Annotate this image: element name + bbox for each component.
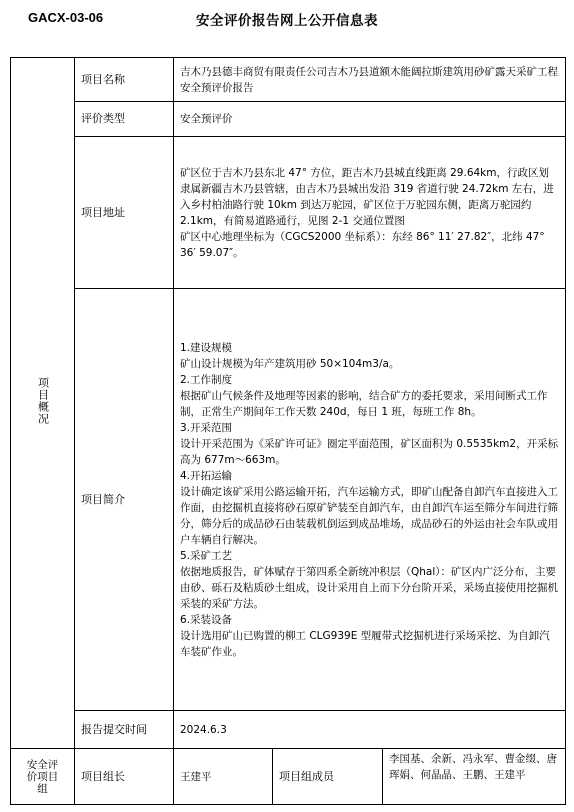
summary-paragraph: 设计确定该矿采用公路运输开拓，汽车运输方式，即矿山配备自卸汽车直接进入工作面，由挖掘机直接将砂石原矿铲装至自卸汽车，由自卸汽车运至筛分车间进行筛分，筛分后的成品砂石由装载机倒运到成品堆场，成品砂石的外运由社会车队或用户车辆自行解决。 <box>180 485 558 546</box>
document-code: GACX-03-06 <box>28 10 104 25</box>
summary-paragraph: 设计开采范围为《采矿许可证》圈定平面范围，矿区面积为 0.5535km2，开采标高为 677m～663m。 <box>180 437 559 466</box>
address-paragraph: 矿区中心地理坐标为（CGCS2000 坐标系）：东经 86° 11′ 27.82″，北纬 47° 36′ 59.07″。 <box>180 230 545 259</box>
address-label: 项目地址 <box>75 137 174 289</box>
team-section-line: 安全评 <box>26 758 59 771</box>
project-name-label: 项目名称 <box>75 58 174 102</box>
summary-paragraph: 依据地质报告，矿体赋存于第四系全新统冲积层（Qhal）：矿区内广泛分布，主要由砂、砾石及粘质砂土组成，设计采用自上而下分台阶开采，采场直接使用挖掘机采装的采矿方法。 <box>180 565 558 610</box>
leader-label: 项目组长 <box>75 749 174 805</box>
summary-label: 项目简介 <box>75 289 174 711</box>
team-section-line: 价项目 <box>26 770 59 783</box>
row-eval-type <box>11 102 566 137</box>
summary-heading: 6.采装设备 <box>180 613 233 626</box>
row-summary <box>11 289 566 711</box>
eval-type-value: 安全预评价 <box>174 102 566 137</box>
summary-heading: 4.开拓运输 <box>180 469 233 482</box>
document-title: 安全评价报告网上公开信息表 <box>196 13 378 29</box>
team-section-label <box>11 749 75 805</box>
members-label: 项目组成员 <box>273 749 383 805</box>
members-value: 李国基、余新、冯永军、曹金缀、唐珲娟、何晶晶、王鹏、王建平 <box>383 749 566 805</box>
summary-heading: 5.采矿工艺 <box>180 549 233 562</box>
row-submit-time <box>11 711 566 749</box>
summary-heading: 1.建设规模 <box>180 341 233 354</box>
submit-time-value: 2024.6.3 <box>174 711 566 749</box>
row-address <box>11 137 566 289</box>
address-value <box>174 137 566 289</box>
summary-heading: 3.开采范围 <box>180 421 233 434</box>
section-cell <box>11 58 75 749</box>
leader-value: 王建平 <box>174 749 273 805</box>
team-section-line: 组 <box>37 782 48 795</box>
summary-paragraph: 根据矿山气候条件及地理等因素的影响，结合矿方的委托要求，采用间断式工作制，正常生产期间年工作天数 240d，每日 1 班，每班工作 8h。 <box>180 389 548 418</box>
submit-time-label: 报告提交时间 <box>75 711 174 749</box>
info-table <box>10 57 566 805</box>
row-team <box>11 749 566 805</box>
eval-type-label: 评价类型 <box>75 102 174 137</box>
section-label: 项目概况 <box>36 376 50 425</box>
summary-value <box>174 289 566 711</box>
summary-paragraph: 设计选用矿山已购置的柳工 CLG939E 型履带式挖掘机进行采场采挖、为自卸汽车装矿作业。 <box>180 629 550 658</box>
summary-heading: 2.工作制度 <box>180 373 233 386</box>
summary-paragraph: 矿山设计规模为年产建筑用砂 50×104m3/a。 <box>180 357 400 370</box>
project-name-value: 吉木乃县德丰商贸有限责任公司吉木乃县道额木能阔拉斯建筑用砂矿露天采矿工程安全预评价报告 <box>174 58 566 102</box>
address-paragraph: 矿区位于吉木乃县东北 47° 方位，距吉木乃县城直线距离 29.64km，行政区划隶属新疆吉木乃县管辖，由吉木乃县城出发沿 319 省道行驶 24.72km 左右，进入乡村柏油路行驶 10km 到达万驼园，矿区位于万驼园东侧，距离万驼园约 2.1km，有简易道路通行，见图 2-1 交通位置图 <box>180 166 554 227</box>
row-project-name <box>11 58 566 102</box>
